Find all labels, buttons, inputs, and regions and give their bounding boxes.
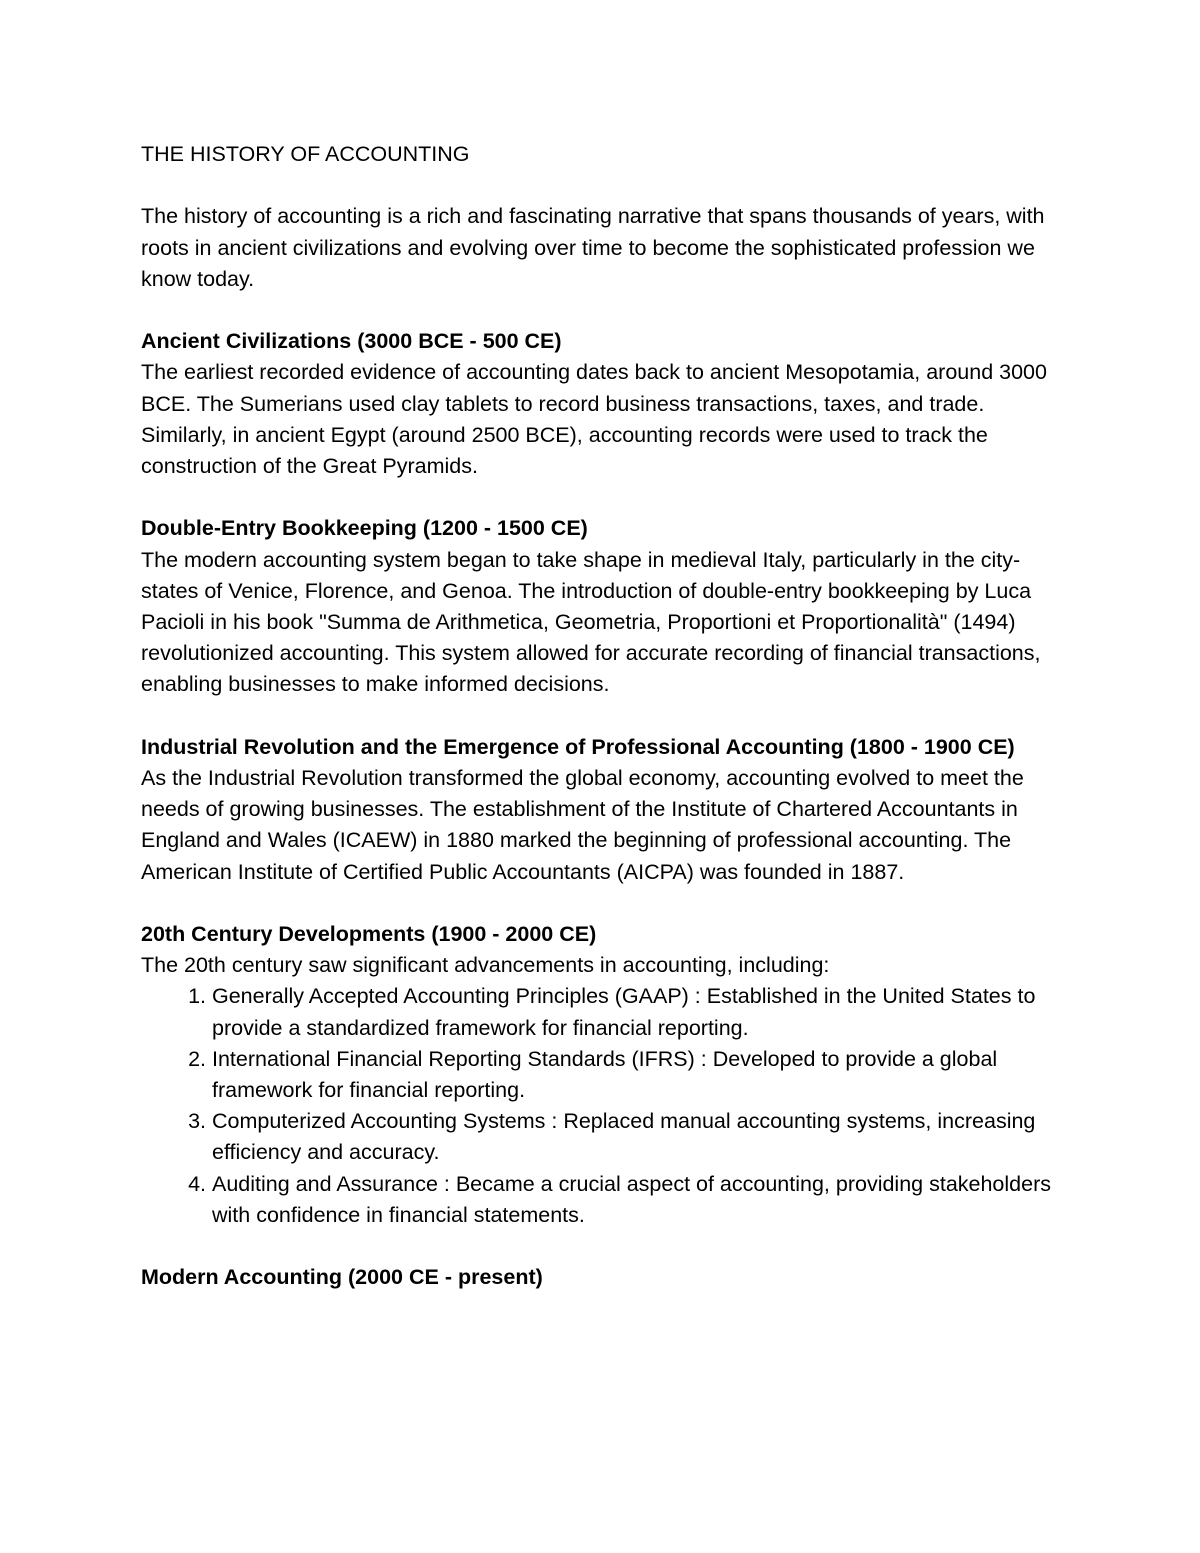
spacer bbox=[141, 482, 1071, 513]
document-title: THE HISTORY OF ACCOUNTING bbox=[141, 142, 470, 166]
section-body-double-entry: The modern accounting system began to take shape in medieval Italy, particularly in the city-states of Venice, Florence, and Genoa. The introduction of double-entry bookkeeping by Luca Pacioli in his book "Summa de Arithmetica, Geometria, Proportioni et Proportionalità" (1494) revolutionized accounting. This system allowed for accurate recording of financial transactions, enabling businesses to make informed decisions. bbox=[141, 547, 1041, 697]
list-item: 2. International Financial Reporting Standards (IFRS) : Developed to provide a global framework for financial reporting. bbox=[212, 1044, 1071, 1106]
list-item: 1. Generally Accepted Accounting Principles (GAAP) : Established in the United States to provide a standardized framework for financial reporting. bbox=[212, 981, 1071, 1043]
document-content bbox=[141, 139, 1071, 1293]
section-heading-20th-century: 20th Century Developments (1900 - 2000 CE) bbox=[141, 922, 597, 946]
spacer bbox=[141, 170, 1071, 201]
section-heading-ancient: Ancient Civilizations (3000 BCE - 500 CE) bbox=[141, 329, 562, 354]
list-item: 4. Auditing and Assurance : Became a crucial aspect of accounting, providing stakeholders with confidence in financial statements. bbox=[212, 1169, 1071, 1231]
section-body-industrial: As the Industrial Revolution transformed the global economy, accounting evolved to meet the needs of growing businesses. The establishment of the Institute of Chartered Accountants in England and Wales (ICAEW) in 1880 marked the beginning of professional accounting. The American Institute of Certified Public Accountants (AICPA) was founded in 1887. bbox=[141, 766, 1024, 884]
section-body-20th-century: The 20th century saw significant advancements in accounting, including: bbox=[141, 953, 830, 978]
section-heading-double-entry: Double-Entry Bookkeeping (1200 - 1500 CE) bbox=[141, 516, 588, 541]
intro-paragraph: The history of accounting is a rich and fascinating narrative that spans thousands of years, with roots in ancient civilizations and evolving over time to become the sophisticated profession we know today. bbox=[141, 204, 1045, 291]
section-heading-modern: Modern Accounting (2000 CE - present) bbox=[141, 1265, 543, 1290]
spacer bbox=[141, 1231, 1071, 1262]
spacer bbox=[141, 701, 1071, 732]
developments-list bbox=[141, 981, 1071, 1231]
list-item: 3. Computerized Accounting Systems : Replaced manual accounting systems, increasing efficiency and accuracy. bbox=[212, 1106, 1071, 1168]
section-body-ancient: The earliest recorded evidence of accounting dates back to ancient Mesopotamia, around 3000 BCE. The Sumerians used clay tablets to record business transactions, taxes, and trade. Similarly, in ancient Egypt (around 2500 BCE), accounting records were used to track the construction of the Great Pyramids. bbox=[141, 360, 1047, 478]
spacer bbox=[141, 295, 1071, 326]
spacer bbox=[141, 888, 1071, 919]
section-heading-industrial: Industrial Revolution and the Emergence of Professional Accounting (1800 - 1900 CE) bbox=[141, 734, 1015, 759]
